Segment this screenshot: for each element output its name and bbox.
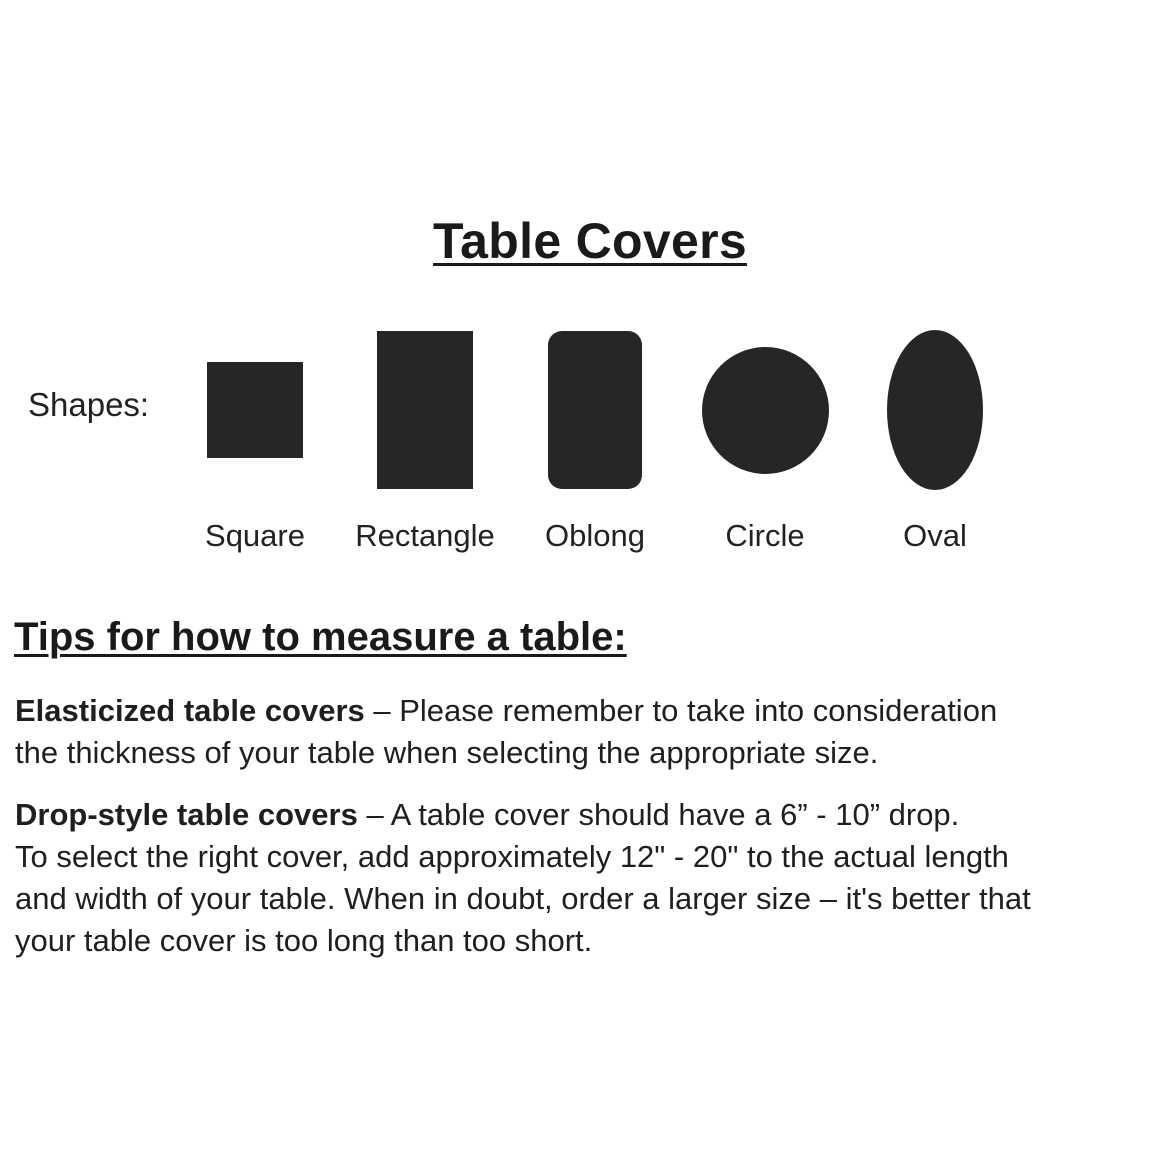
elasticized-tip	[15, 690, 1163, 774]
shape-name-oblong: Oblong	[545, 518, 645, 553]
drop-style-tip-label: Drop-style table covers	[15, 797, 358, 832]
drop-style-tip	[15, 794, 1163, 962]
elasticized-tip-line-1	[15, 690, 1163, 732]
page-title: Table Covers	[433, 213, 747, 269]
oblong-icon	[548, 331, 642, 489]
square-icon	[207, 362, 303, 458]
shape-name-oval: Oval	[903, 518, 967, 553]
drop-style-tip-line-1	[15, 794, 1163, 836]
shape-name-rectangle: Rectangle	[355, 518, 495, 553]
elasticized-tip-text-2: the thickness of your table when selecting the appropriate size.	[15, 735, 879, 770]
drop-style-tip-text-1: – A table cover should have a 6” - 10” drop.	[357, 797, 960, 832]
shapes-label: Shapes:	[28, 386, 150, 423]
oval-icon	[887, 330, 983, 490]
shape-name-circle: Circle	[725, 518, 805, 553]
circle-icon	[702, 347, 829, 474]
rectangle-icon	[377, 331, 473, 489]
tips-heading: Tips for how to measure a table:	[14, 615, 627, 659]
drop-style-tip-text-4: your table cover is too long than too short.	[15, 923, 593, 958]
shape-name-square: Square	[205, 518, 305, 553]
elasticized-tip-text-1: – Please remember to take into consideration	[364, 693, 998, 728]
elasticized-tip-label: Elasticized table covers	[15, 693, 365, 728]
drop-style-tip-text-2: To select the right cover, add approximately 12" - 20" to the actual length	[15, 839, 1009, 874]
drop-style-tip-text-3: and width of your table. When in doubt, order a larger size – it's better that	[15, 881, 1031, 916]
